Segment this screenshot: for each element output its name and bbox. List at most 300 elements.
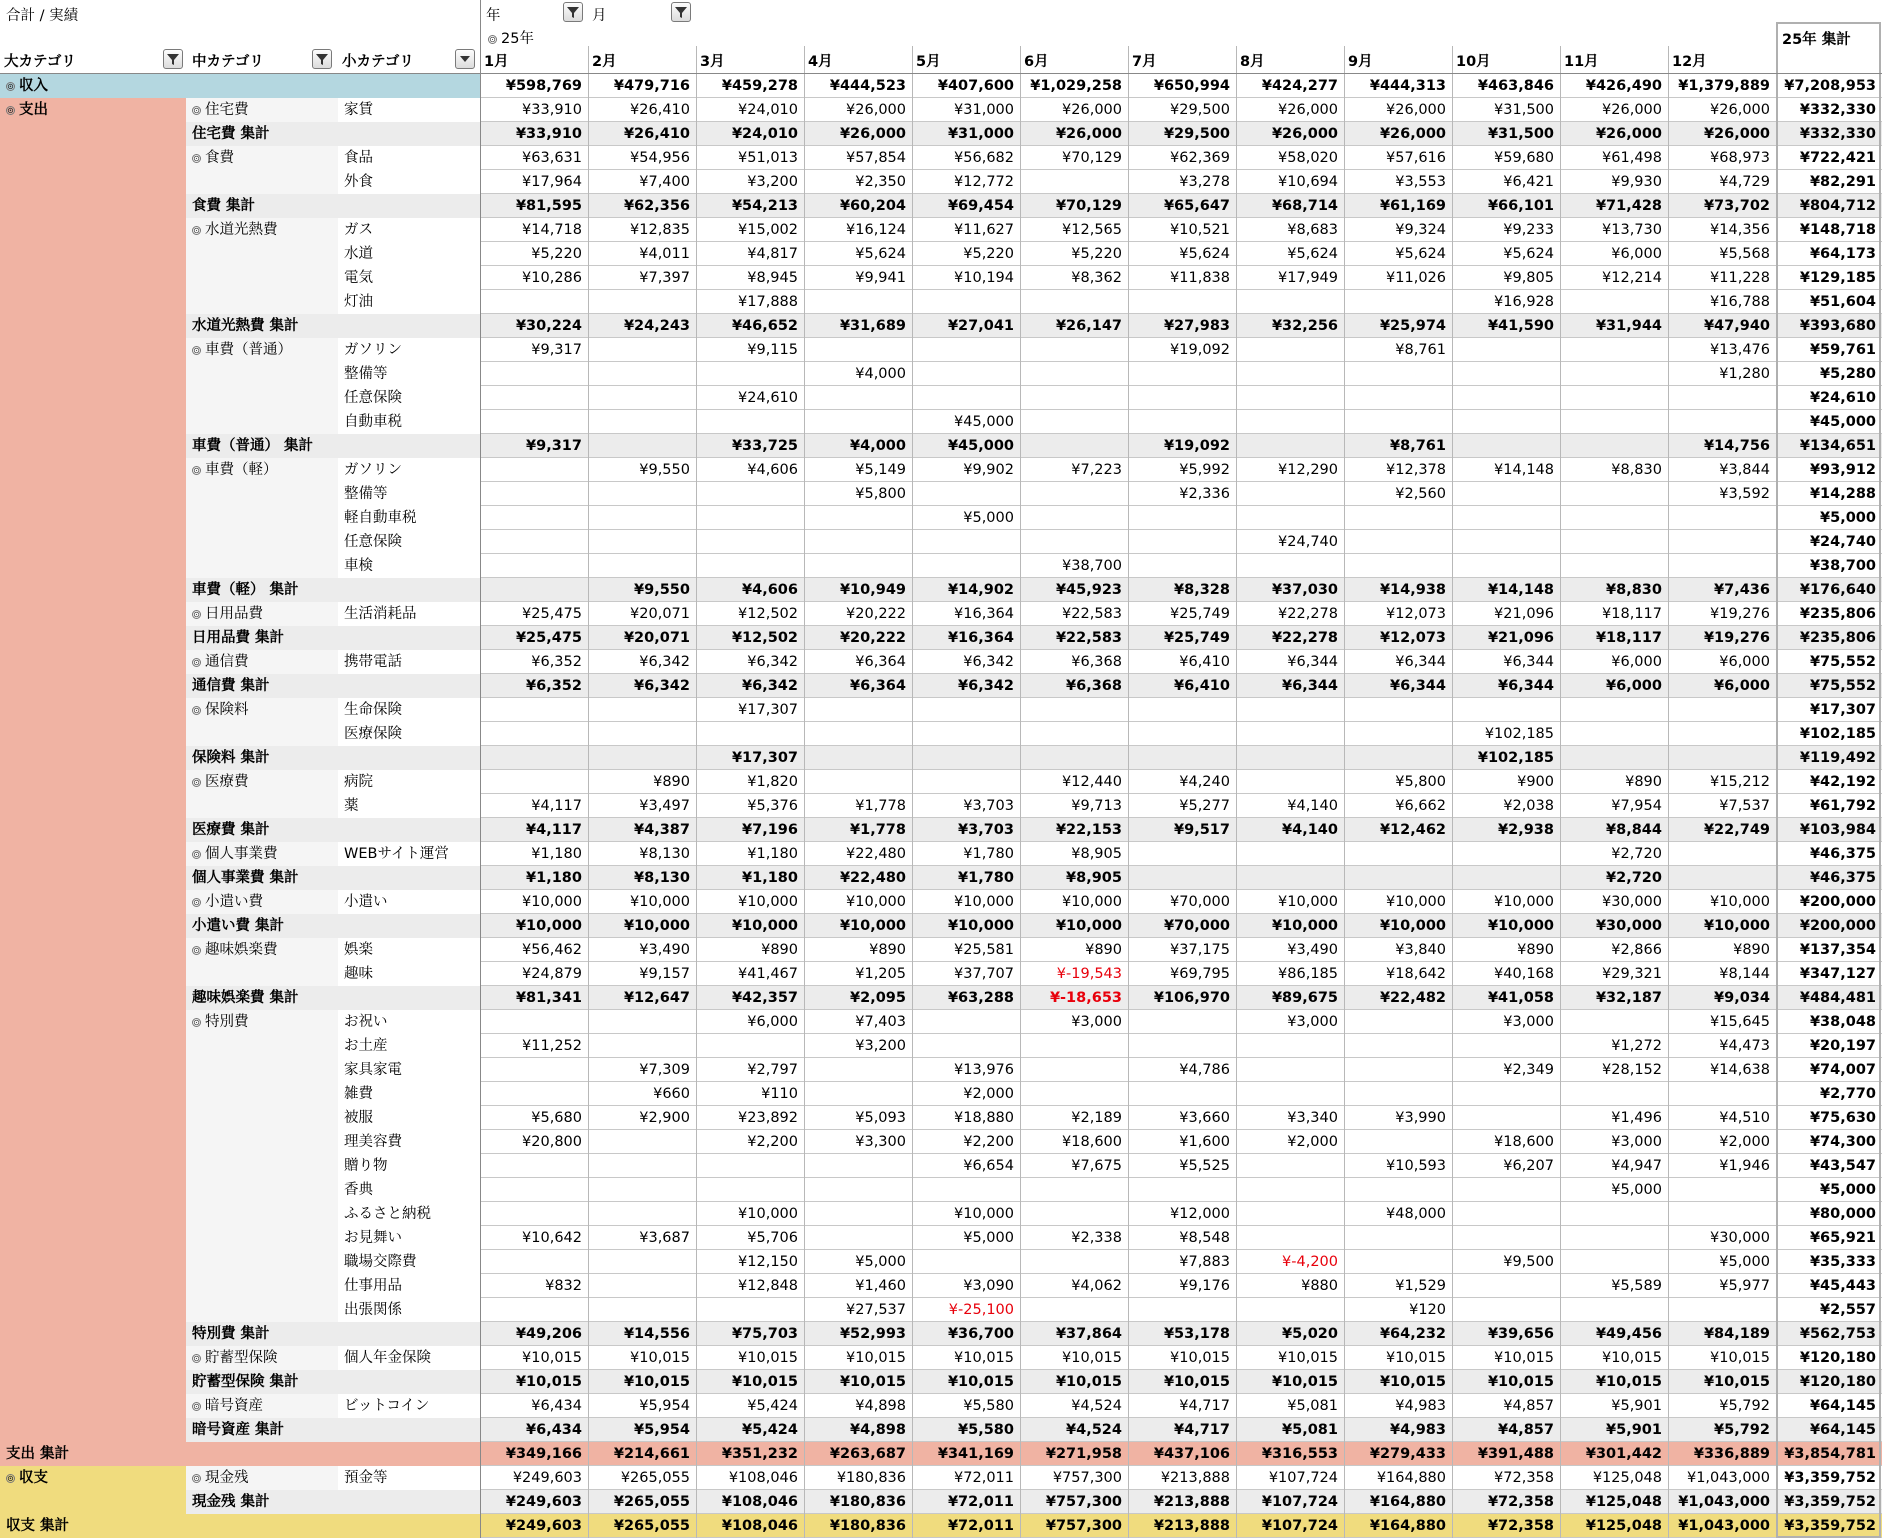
value-cell: [1452, 1082, 1560, 1106]
value-cell: ¥444,523: [804, 74, 912, 98]
mid-category-header[interactable]: 中カテゴリ: [192, 54, 264, 70]
row-total-cell: ¥148,718: [1776, 218, 1882, 242]
value-cell: ¥108,046: [696, 1514, 804, 1538]
big-category-cell[interactable]: [0, 74, 480, 98]
collapse-toggle-icon[interactable]: ⊙: [489, 35, 496, 44]
value-cell: ¥10,000: [588, 914, 696, 938]
big-category-header[interactable]: 大カテゴリ: [4, 54, 76, 70]
value-cell: ¥69,795: [1128, 962, 1236, 986]
subtotal-label[interactable]: [186, 1418, 480, 1442]
mid-category-cell[interactable]: [186, 458, 338, 482]
value-cell: ¥6,000: [1560, 674, 1668, 698]
value-cell: ¥14,148: [1452, 458, 1560, 482]
value-cell: [804, 530, 912, 554]
value-cell: ¥5,220: [912, 242, 1020, 266]
filter-icon: [315, 52, 329, 66]
category-label: 小遣い費 集計: [192, 918, 285, 934]
value-cell: ¥36,700: [912, 1322, 1020, 1346]
small-category-cell[interactable]: [338, 218, 480, 242]
value-cell: [1668, 1202, 1776, 1226]
row-total-cell: ¥38,700: [1776, 554, 1882, 578]
value-cell: ¥3,687: [588, 1226, 696, 1250]
collapse-toggle-icon[interactable]: ⊙: [7, 106, 14, 115]
subtotal-label[interactable]: [186, 434, 480, 458]
collapse-toggle-icon[interactable]: ⊙: [193, 106, 200, 115]
value-cell: ¥9,324: [1344, 218, 1452, 242]
row-total-cell: ¥235,806: [1776, 602, 1882, 626]
value-cell: ¥10,694: [1236, 170, 1344, 194]
big-category-cell[interactable]: [0, 1466, 186, 1490]
value-cell: ¥10,000: [1344, 890, 1452, 914]
small-category-cell[interactable]: [338, 650, 480, 674]
subtotal-label[interactable]: [186, 1322, 480, 1346]
mid-category-cell[interactable]: [186, 218, 338, 242]
value-cell: [1344, 1178, 1452, 1202]
collapse-toggle-icon[interactable]: ⊙: [193, 1402, 200, 1411]
value-cell: ¥10,000: [1452, 914, 1560, 938]
value-cell: [912, 386, 1020, 410]
value-cell: ¥351,232: [696, 1442, 804, 1466]
small-category-cell[interactable]: [338, 1346, 480, 1370]
big-category-fill: [0, 266, 186, 290]
small-category-cell[interactable]: [338, 1466, 480, 1490]
subtotal-label[interactable]: [186, 1490, 480, 1514]
small-category-cell[interactable]: [338, 530, 480, 554]
subtotal-label[interactable]: [186, 818, 480, 842]
year-group-header[interactable]: [488, 27, 534, 48]
value-cell: ¥125,048: [1560, 1466, 1668, 1490]
collapse-toggle-icon[interactable]: ⊙: [193, 226, 200, 235]
big-category-cell[interactable]: [0, 98, 186, 122]
value-cell: ¥6,421: [1452, 170, 1560, 194]
year-filter-button[interactable]: [563, 2, 583, 22]
value-cell: ¥10,000: [1236, 914, 1344, 938]
category-label: 暗号資産: [205, 1398, 263, 1414]
subtotal-label[interactable]: [186, 914, 480, 938]
subtotal-label[interactable]: [186, 626, 480, 650]
small-category-cell[interactable]: [338, 1226, 480, 1250]
collapse-toggle-icon[interactable]: ⊙: [193, 610, 200, 619]
mid-category-fill: [186, 482, 338, 506]
column-divider: [1560, 46, 1561, 1538]
value-cell: ¥-19,543: [1020, 962, 1128, 986]
value-cell: ¥68,973: [1668, 146, 1776, 170]
mid-category-cell[interactable]: [186, 650, 338, 674]
mid-category-cell[interactable]: [186, 842, 338, 866]
value-cell: ¥6,364: [804, 650, 912, 674]
collapse-toggle-icon[interactable]: ⊙: [193, 1474, 200, 1483]
category-label: 小遣い: [344, 894, 388, 910]
collapse-toggle-icon[interactable]: ⊙: [193, 898, 200, 907]
filter-icon: [566, 5, 580, 19]
value-cell: ¥6,000: [1560, 650, 1668, 674]
value-cell: [804, 290, 912, 314]
value-cell: ¥6,344: [1236, 650, 1344, 674]
value-cell: ¥18,600: [1020, 1130, 1128, 1154]
grand-total-label[interactable]: [0, 1514, 480, 1538]
small-category-cell[interactable]: [338, 1010, 480, 1034]
value-cell: ¥890: [1668, 938, 1776, 962]
value-cell: ¥213,888: [1128, 1490, 1236, 1514]
collapse-toggle-icon[interactable]: ⊙: [193, 706, 200, 715]
value-cell: [1236, 290, 1344, 314]
value-cell: ¥22,153: [1020, 818, 1128, 842]
value-cell: ¥12,502: [696, 626, 804, 650]
small-category-cell[interactable]: [338, 1298, 480, 1322]
big-category-fill: [0, 410, 186, 434]
value-cell: ¥72,358: [1452, 1466, 1560, 1490]
value-cell: ¥9,176: [1128, 1274, 1236, 1298]
value-cell: [1668, 698, 1776, 722]
value-cell: ¥900: [1452, 770, 1560, 794]
value-cell: ¥13,976: [912, 1058, 1020, 1082]
value-cell: ¥10,000: [1668, 890, 1776, 914]
value-cell: [912, 770, 1020, 794]
value-cell: ¥8,830: [1560, 578, 1668, 602]
value-cell: ¥14,938: [1344, 578, 1452, 602]
collapse-toggle-icon[interactable]: ⊙: [193, 154, 200, 163]
value-cell: ¥8,130: [588, 866, 696, 890]
collapse-toggle-icon[interactable]: ⊙: [193, 466, 200, 475]
value-cell: [1668, 530, 1776, 554]
small-category-cell[interactable]: [338, 1034, 480, 1058]
mid-category-filter-button[interactable]: [312, 49, 332, 69]
value-cell: ¥26,000: [1236, 122, 1344, 146]
value-cell: [480, 530, 588, 554]
value-cell: ¥102,185: [1452, 722, 1560, 746]
value-cell: ¥341,169: [912, 1442, 1020, 1466]
value-cell: ¥10,015: [1560, 1370, 1668, 1394]
category-label: 特別費 集計: [192, 1326, 270, 1342]
mid-category-cell[interactable]: [186, 602, 338, 626]
small-category-cell[interactable]: [338, 794, 480, 818]
value-cell: ¥84,189: [1668, 1322, 1776, 1346]
value-cell: ¥6,368: [1020, 674, 1128, 698]
collapse-toggle-icon[interactable]: ⊙: [193, 946, 200, 955]
value-cell: ¥56,682: [912, 146, 1020, 170]
subtotal-label[interactable]: [186, 578, 480, 602]
value-cell: ¥8,328: [1128, 578, 1236, 602]
value-cell: [1236, 506, 1344, 530]
small-category-cell[interactable]: [338, 170, 480, 194]
value-cell: ¥20,071: [588, 602, 696, 626]
small-category-cell[interactable]: [338, 1250, 480, 1274]
small-category-cell[interactable]: [338, 722, 480, 746]
value-cell: ¥180,836: [804, 1514, 912, 1538]
category-label: 個人事業費: [205, 846, 278, 862]
collapse-toggle-icon[interactable]: ⊙: [7, 82, 14, 91]
value-cell: ¥6,434: [480, 1394, 588, 1418]
mid-category-cell[interactable]: [186, 890, 338, 914]
value-cell: [1560, 722, 1668, 746]
value-cell: ¥5,800: [1344, 770, 1452, 794]
value-cell: ¥12,073: [1344, 626, 1452, 650]
value-cell: [1236, 410, 1344, 434]
category-label: 職場交際費: [344, 1254, 417, 1270]
value-cell: ¥15,645: [1668, 1010, 1776, 1034]
value-cell: ¥26,000: [1020, 122, 1128, 146]
value-cell: ¥407,600: [912, 74, 1020, 98]
value-cell: ¥7,309: [588, 1058, 696, 1082]
big-category-fill: [0, 1226, 186, 1250]
value-cell: [696, 554, 804, 578]
row-total-cell: ¥3,359,752: [1776, 1514, 1882, 1538]
value-cell: ¥12,462: [1344, 818, 1452, 842]
row-total-cell: ¥59,761: [1776, 338, 1882, 362]
small-category-cell[interactable]: [338, 410, 480, 434]
value-cell: ¥72,011: [912, 1466, 1020, 1490]
collapse-toggle-icon[interactable]: ⊙: [193, 1354, 200, 1363]
category-label: 電気: [344, 270, 373, 286]
row-total-cell: ¥7,208,953: [1776, 74, 1882, 98]
value-cell: ¥265,055: [588, 1466, 696, 1490]
value-cell: ¥12,440: [1020, 770, 1128, 794]
small-category-cell[interactable]: [338, 482, 480, 506]
mid-category-fill: [186, 410, 338, 434]
value-cell: ¥4,983: [1344, 1394, 1452, 1418]
big-category-fill: [0, 1082, 186, 1106]
value-cell: ¥49,456: [1560, 1322, 1668, 1346]
value-cell: ¥4,606: [696, 578, 804, 602]
value-cell: ¥31,000: [912, 98, 1020, 122]
value-cell: ¥316,553: [1236, 1442, 1344, 1466]
value-cell: ¥2,866: [1560, 938, 1668, 962]
value-cell: [588, 362, 696, 386]
value-cell: ¥10,000: [1020, 890, 1128, 914]
small-category-cell[interactable]: [338, 1106, 480, 1130]
value-cell: ¥391,488: [1452, 1442, 1560, 1466]
month-header: 9月: [1348, 54, 1373, 70]
big-category-fill: [0, 674, 186, 698]
value-cell: ¥10,593: [1344, 1154, 1452, 1178]
value-cell: ¥54,956: [588, 146, 696, 170]
small-category-cell[interactable]: [338, 1154, 480, 1178]
small-category-cell[interactable]: [338, 266, 480, 290]
value-cell: ¥125,048: [1560, 1514, 1668, 1538]
collapse-toggle-icon[interactable]: ⊙: [193, 778, 200, 787]
small-category-cell[interactable]: [338, 770, 480, 794]
value-cell: ¥3,000: [1452, 1010, 1560, 1034]
value-cell: [1560, 506, 1668, 530]
small-category-cell[interactable]: [338, 938, 480, 962]
small-category-filter-button[interactable]: [455, 49, 475, 69]
category-label: 整備等: [344, 486, 388, 502]
value-cell: [1020, 386, 1128, 410]
small-category-cell[interactable]: [338, 1058, 480, 1082]
category-label: 支出 集計: [6, 1446, 70, 1462]
value-cell: ¥5,081: [1236, 1418, 1344, 1442]
value-cell: ¥10,642: [480, 1226, 588, 1250]
value-cell: [1236, 386, 1344, 410]
small-category-cell[interactable]: [338, 146, 480, 170]
value-cell: ¥5,977: [1668, 1274, 1776, 1298]
value-cell: [1128, 842, 1236, 866]
big-category-fill: [0, 866, 186, 890]
value-cell: ¥18,600: [1452, 1130, 1560, 1154]
small-category-cell[interactable]: [338, 842, 480, 866]
value-cell: [588, 1274, 696, 1298]
value-cell: ¥6,000: [1668, 674, 1776, 698]
value-cell: ¥14,356: [1668, 218, 1776, 242]
value-cell: ¥11,026: [1344, 266, 1452, 290]
value-cell: ¥2,038: [1452, 794, 1560, 818]
small-category-cell[interactable]: [338, 1082, 480, 1106]
value-cell: [480, 722, 588, 746]
value-cell: ¥24,010: [696, 122, 804, 146]
collapse-toggle-icon[interactable]: ⊙: [7, 1474, 14, 1483]
mid-category-cell[interactable]: [186, 1010, 338, 1034]
total-column-header: 25年 集計: [1782, 32, 1851, 48]
mid-category-cell[interactable]: [186, 1466, 338, 1490]
value-cell: ¥890: [696, 938, 804, 962]
value-cell: [804, 770, 912, 794]
value-cell: ¥5,680: [480, 1106, 588, 1130]
small-category-cell[interactable]: [338, 506, 480, 530]
value-cell: ¥164,880: [1344, 1490, 1452, 1514]
month-filter-button[interactable]: [671, 2, 691, 22]
value-cell: ¥10,015: [1344, 1346, 1452, 1370]
value-cell: ¥70,129: [1020, 146, 1128, 170]
mid-category-fill: [186, 1298, 338, 1322]
subtotal-label[interactable]: [186, 746, 480, 770]
value-cell: ¥8,945: [696, 266, 804, 290]
value-cell: ¥9,115: [696, 338, 804, 362]
subtotal-label[interactable]: [186, 986, 480, 1010]
category-label: 携帯電話: [344, 654, 402, 670]
category-label: 医療費 集計: [192, 822, 270, 838]
small-category-cell[interactable]: [338, 98, 480, 122]
mid-category-cell[interactable]: [186, 98, 338, 122]
value-cell: ¥5,580: [912, 1394, 1020, 1418]
mid-category-cell[interactable]: [186, 698, 338, 722]
small-category-cell[interactable]: [338, 242, 480, 266]
value-cell: [696, 1178, 804, 1202]
category-label: 食費 集計: [192, 198, 256, 214]
collapse-toggle-icon[interactable]: ⊙: [193, 346, 200, 355]
small-category-cell[interactable]: [338, 290, 480, 314]
small-category-cell[interactable]: [338, 1394, 480, 1418]
subtotal-label[interactable]: [186, 674, 480, 698]
subtotal-label[interactable]: [186, 1370, 480, 1394]
value-cell: ¥31,500: [1452, 98, 1560, 122]
subtotal-label[interactable]: [186, 314, 480, 338]
row-total-cell: ¥65,921: [1776, 1226, 1882, 1250]
value-cell: ¥8,130: [588, 842, 696, 866]
column-divider: [480, 0, 481, 1538]
value-cell: ¥32,256: [1236, 314, 1344, 338]
value-cell: [1452, 1178, 1560, 1202]
small-category-cell[interactable]: [338, 554, 480, 578]
value-cell: [1560, 410, 1668, 434]
value-cell: [912, 530, 1020, 554]
small-category-cell[interactable]: [338, 698, 480, 722]
small-category-cell[interactable]: [338, 338, 480, 362]
mid-category-cell[interactable]: [186, 338, 338, 362]
collapse-toggle-icon[interactable]: ⊙: [193, 658, 200, 667]
value-cell: ¥5,424: [696, 1394, 804, 1418]
small-category-cell[interactable]: [338, 362, 480, 386]
mid-category-fill: [186, 1250, 338, 1274]
category-label: 香典: [344, 1182, 373, 1198]
mid-category-cell[interactable]: [186, 938, 338, 962]
small-category-cell[interactable]: [338, 1202, 480, 1226]
collapse-toggle-icon[interactable]: ⊙: [193, 1018, 200, 1027]
subtotal-label[interactable]: [186, 866, 480, 890]
subtotal-label[interactable]: [186, 194, 480, 218]
value-cell: ¥18,117: [1560, 626, 1668, 650]
value-cell: ¥2,720: [1560, 842, 1668, 866]
value-cell: [1344, 386, 1452, 410]
mid-category-cell[interactable]: [186, 1346, 338, 1370]
small-category-cell[interactable]: [338, 1130, 480, 1154]
big-category-fill: [0, 1058, 186, 1082]
small-category-cell[interactable]: [338, 602, 480, 626]
small-category-cell[interactable]: [338, 1274, 480, 1298]
category-label: 被服: [344, 1110, 373, 1126]
value-cell: ¥5,376: [696, 794, 804, 818]
value-cell: [1020, 1250, 1128, 1274]
category-label: 任意保険: [344, 390, 402, 406]
small-category-cell[interactable]: [338, 962, 480, 986]
small-category-cell[interactable]: [338, 890, 480, 914]
column-divider: [912, 46, 913, 1538]
value-cell: ¥-25,100: [912, 1298, 1020, 1322]
value-cell: ¥81,595: [480, 194, 588, 218]
value-cell: ¥2,338: [1020, 1226, 1128, 1250]
value-cell: ¥5,000: [804, 1250, 912, 1274]
value-cell: ¥5,220: [480, 242, 588, 266]
value-cell: [588, 338, 696, 362]
mid-category-cell[interactable]: [186, 146, 338, 170]
value-cell: [912, 746, 1020, 770]
value-cell: [480, 554, 588, 578]
small-category-cell[interactable]: [338, 386, 480, 410]
big-category-fill: [0, 1154, 186, 1178]
value-cell: ¥10,000: [480, 914, 588, 938]
value-cell: [1344, 698, 1452, 722]
value-cell: [1452, 506, 1560, 530]
value-cell: ¥69,454: [912, 194, 1020, 218]
value-cell: ¥10,000: [804, 914, 912, 938]
value-cell: [1560, 1202, 1668, 1226]
value-cell: ¥26,410: [588, 98, 696, 122]
value-cell: [696, 410, 804, 434]
value-cell: [804, 1058, 912, 1082]
month-field-button[interactable]: 月: [592, 8, 607, 24]
mid-category-cell[interactable]: [186, 770, 338, 794]
value-cell: ¥53,178: [1128, 1322, 1236, 1346]
value-cell: ¥2,720: [1560, 866, 1668, 890]
value-cell: ¥6,342: [912, 650, 1020, 674]
value-cell: [696, 1298, 804, 1322]
value-cell: [1344, 410, 1452, 434]
small-category-cell[interactable]: [338, 1178, 480, 1202]
row-total-cell: ¥2,557: [1776, 1298, 1882, 1322]
big-category-filter-button[interactable]: [163, 49, 183, 69]
value-cell: ¥63,631: [480, 146, 588, 170]
grand-total-label[interactable]: [0, 1442, 480, 1466]
row-total-cell: ¥200,000: [1776, 890, 1882, 914]
value-cell: ¥26,000: [1344, 98, 1452, 122]
collapse-toggle-icon[interactable]: ⊙: [193, 850, 200, 859]
mid-category-cell[interactable]: [186, 1394, 338, 1418]
year-field-button[interactable]: 年: [486, 8, 501, 24]
small-category-header[interactable]: 小カテゴリ: [342, 54, 414, 70]
subtotal-label[interactable]: [186, 122, 480, 146]
small-category-cell[interactable]: [338, 458, 480, 482]
value-cell: [480, 746, 588, 770]
category-label: 食費: [205, 150, 234, 166]
